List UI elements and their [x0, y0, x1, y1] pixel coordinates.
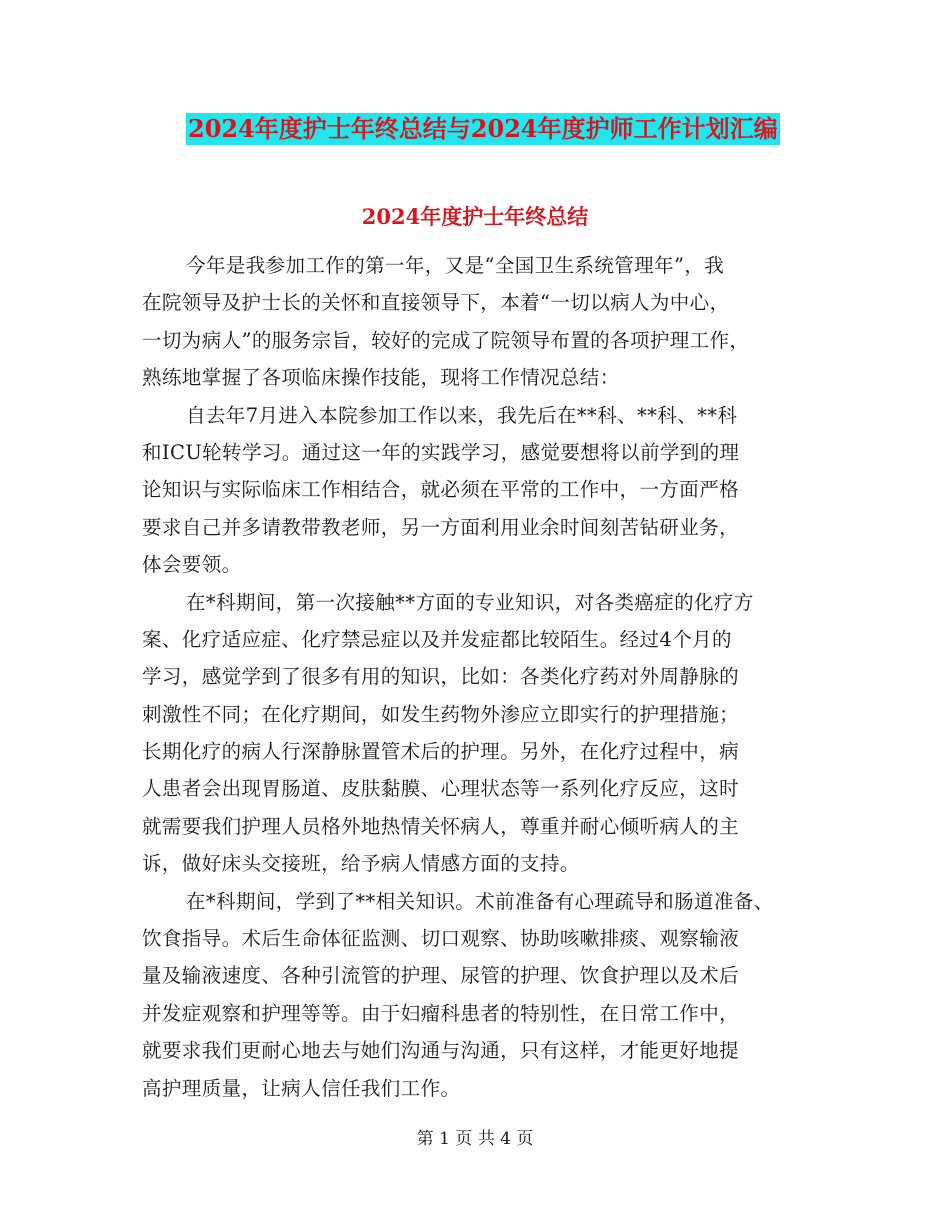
text-line: 饮食指导。术后生命体征监测、切口观察、协助咳嗽排痰、观察输液 — [142, 927, 740, 951]
text-line: 高护理质量，让病人信任我们工作。 — [142, 1076, 461, 1100]
section-title: 2024年度护士年终总结 — [361, 204, 589, 229]
text-line: 诉，做好床头交接班，给予病人情感方面的支持。 — [142, 852, 580, 876]
text-line: 长期化疗的病人行深静脉置管术后的护理。另外，在化疗过程中，病 — [142, 740, 740, 764]
paragraph-3 — [142, 584, 842, 883]
text-line: 自去年7月进入本院参加工作以来，我先后在**科、**科、**科 — [186, 403, 738, 427]
text-line: 就需要我们护理人员格外地热情关怀病人，尊重并耐心倾听病人的主 — [142, 814, 740, 838]
paragraph-4 — [142, 883, 842, 1107]
text-line: 体会要领。 — [142, 553, 242, 577]
text-line: 并发症观察和护理等等。由于妇瘤科患者的特别性，在日常工作中， — [142, 1001, 740, 1025]
text-line: 和ICU轮转学习。通过这一年的实践学习，感觉要想将以前学到的理 — [142, 440, 740, 464]
body-text — [142, 247, 842, 1107]
text-line: 刺激性不同；在化疗期间，如发生药物外渗应立即实行的护理措施； — [142, 702, 740, 726]
document-title: 2024年度护士年终总结与2024年度护师工作计划汇编 — [188, 114, 778, 143]
text-line: 今年是我参加工作的第一年，又是“全国卫生系统管理年”，我 — [186, 254, 725, 277]
text-line: 案、化疗适应症、化疗禁忌症以及并发症都比较陌生。经过4个月的 — [142, 627, 732, 651]
paragraph-2 — [142, 397, 842, 584]
text-line: 就要求我们更耐心地去与她们沟通与沟通，只有这样，才能更好地提 — [142, 1039, 740, 1063]
text-line: 人患者会出现胃肠道、皮肤黏膜、心理状态等一系列化疗反应，这时 — [142, 777, 740, 801]
text-line: 论知识与实际临床工作相结合，就必须在平常的工作中，一方面严格 — [142, 478, 740, 502]
text-line: 学习，感觉学到了很多有用的知识，比如：各类化疗药对外周静脉的 — [142, 665, 740, 689]
text-line: 量及输液速度、各种引流管的护理、尿管的护理、饮食护理以及术后 — [142, 964, 740, 988]
text-line: 在*科期间，第一次接触**方面的专业知识，对各类癌症的化疗方 — [186, 590, 754, 614]
paragraph-1 — [142, 247, 842, 397]
text-line: 在*科期间，学到了**相关知识。术前准备有心理疏导和肠道准备、 — [186, 889, 774, 913]
page-footer: 第 1 页 共 4 页 — [416, 1129, 534, 1149]
text-line: 在院领导及护士长的关怀和直接领导下，本着“一切以病人为中心， — [142, 291, 730, 315]
text-line: 熟练地掌握了各项临床操作技能，现将工作情况总结： — [142, 366, 620, 390]
text-line: 一切为病人”的服务宗旨，较好的完成了院领导布置的各项护理工作， — [142, 328, 750, 352]
text-line: 要求自己并多请教带教老师，另一方面利用业余时间刻苦钻研业务， — [142, 515, 740, 539]
